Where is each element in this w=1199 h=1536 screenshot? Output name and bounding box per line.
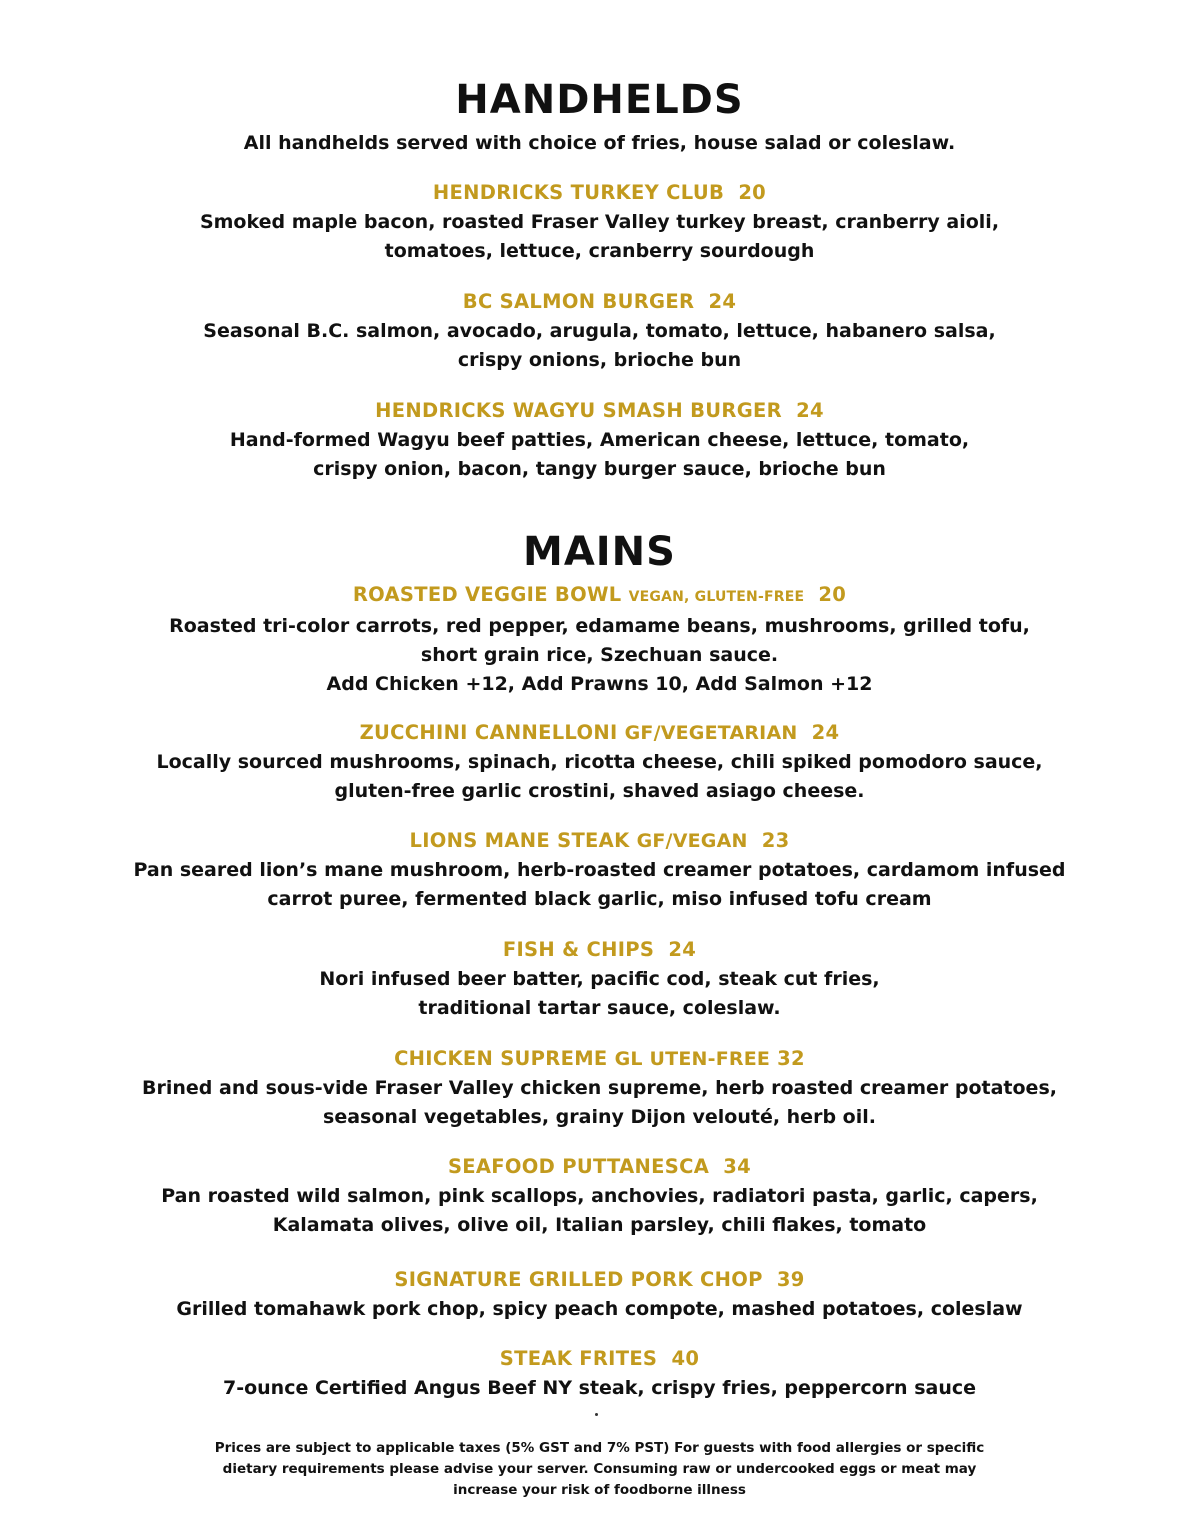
item-price: 40 [671,1347,700,1370]
item-desc-line: Grilled tomahawk pork chop, spicy peach compote, mashed potatoes, coleslaw [176,1298,1023,1320]
item-name-line [0,1265,1199,1295]
handhelds-title: HANDHELDS [455,77,744,123]
item-name-line [0,178,1199,208]
item-desc-line: Pan seared lion’s mane mushroom, herb-roasted creamer potatoes, cardamom infused [133,859,1066,881]
item-price: 20 [738,181,767,204]
decorative-dot [595,1413,598,1416]
item-name-line [0,1344,1199,1374]
item-name: LIONS MANE STEAK [409,829,630,852]
item-desc-line: Kalamata olives, olive oil, Italian parsley, chili flakes, tomato [272,1214,927,1236]
item-name: STEAK FRITES [499,1347,658,1370]
item-price: 39 [776,1268,805,1291]
menu-item-roasted-veggie-bowl [0,580,1199,699]
item-name-line [0,396,1199,426]
item-price: 23 [761,829,790,852]
item-description [0,965,1199,1023]
item-desc-line: traditional tartar sauce, coleslaw. [418,997,781,1019]
item-description [0,612,1199,699]
menu-item-hendricks-turkey-club [0,178,1199,266]
item-desc-line: Roasted tri-color carrots, red pepper, edamame beans, mushrooms, grilled tofu, [169,615,1030,637]
item-price: 34 [723,1155,752,1178]
item-desc-line: Pan roasted wild salmon, pink scallops, anchovies, radiatori pasta, garlic, capers, [161,1185,1038,1207]
footer-line: increase your risk of foodborne illness [453,1482,746,1498]
item-name: FISH & CHIPS [502,938,655,961]
item-price: 24 [708,290,737,313]
item-desc-line: crispy onion, bacon, tangy burger sauce, brioche bun [313,458,886,480]
item-description [0,1295,1199,1324]
item-name-line [0,1152,1199,1182]
footer-disclaimer [0,1438,1199,1501]
menu-item-steak-frites [0,1344,1199,1403]
menu-item-seafood-puttanesca [0,1152,1199,1240]
item-name: CHICKEN SUPREME [394,1047,608,1070]
item-desc-line: short grain rice, Szechuan sauce. [420,644,779,666]
menu-item-bc-salmon-burger [0,287,1199,375]
item-desc-line: Add Chicken +12, Add Prawns 10, Add Salmon +12 [326,673,873,695]
item-name: SIGNATURE GRILLED PORK CHOP [394,1268,763,1291]
item-description [0,748,1199,806]
item-name-line [0,580,1199,612]
item-price: 32 [777,1047,805,1070]
footer-line: dietary requirements please advise your server. Consuming raw or undercooked eggs or meat may [222,1461,977,1477]
handhelds-subtitle: All handhelds served with choice of fries, house salad or coleslaw. [243,132,956,154]
item-name: HENDRICKS WAGYU SMASH BURGER [375,399,782,422]
item-price: 20 [818,583,847,606]
item-price: 24 [668,938,697,961]
item-desc-line: seasonal vegetables, grainy Dijon velouté, herb oil. [323,1106,876,1128]
footer-line: Prices are subject to applicable taxes (5% GST and 7% PST) For guests with food allergies or specific [214,1440,985,1456]
menu-item-fish-and-chips [0,935,1199,1023]
item-dietary-tag: GL UTEN-FREE [614,1048,771,1070]
item-description [0,426,1199,484]
item-description [0,1182,1199,1240]
item-description [0,1374,1199,1403]
menu-item-signature-grilled-pork-chop [0,1265,1199,1324]
item-name-line [0,1044,1199,1074]
item-desc-line: 7-ounce Certified Angus Beef NY steak, crispy fries, peppercorn sauce [222,1377,977,1399]
menu-item-chicken-supreme [0,1044,1199,1132]
item-desc-line: gluten-free garlic crostini, shaved asiago cheese. [334,780,865,802]
item-desc-line: Smoked maple bacon, roasted Fraser Valley turkey breast, cranberry aioli, [199,211,1000,233]
menu-item-lions-mane-steak [0,826,1199,914]
item-description [0,317,1199,375]
item-description [0,1074,1199,1132]
item-name: SEAFOOD PUTTANESCA [447,1155,710,1178]
item-name-line [0,287,1199,317]
item-name: HENDRICKS TURKEY CLUB [432,181,725,204]
item-desc-line: crispy onions, brioche bun [457,349,742,371]
item-desc-line: tomatoes, lettuce, cranberry sourdough [384,240,815,262]
item-name-line [0,826,1199,856]
mains-title: MAINS [523,529,676,575]
item-desc-line: Locally sourced mushrooms, spinach, ricotta cheese, chili spiked pomodoro sauce, [156,751,1043,773]
item-desc-line: Seasonal B.C. salmon, avocado, arugula, tomato, lettuce, habanero salsa, [203,320,996,342]
item-price: 24 [796,399,824,422]
item-name-line [0,718,1199,748]
item-name-line [0,935,1199,965]
item-name: BC SALMON BURGER [462,290,695,313]
item-name: ZUCCHINI CANNELLONI [359,721,618,744]
menu-item-hendricks-wagyu-smash-burger [0,396,1199,484]
item-desc-line: Brined and sous-vide Fraser Valley chicken supreme, herb roasted creamer potatoes, [142,1077,1057,1099]
item-description [0,856,1199,914]
item-desc-line: Hand-formed Wagyu beef patties, American cheese, lettuce, tomato, [229,429,970,451]
item-dietary-tag: VEGAN, GLUTEN-FREE [628,589,805,605]
item-description [0,208,1199,266]
item-dietary-tag: GF/VEGETARIAN [624,722,798,744]
menu-item-zucchini-cannelloni [0,718,1199,806]
item-desc-line: Nori infused beer batter, pacific cod, steak cut fries, [319,968,880,990]
item-name: ROASTED VEGGIE BOWL [352,583,622,606]
item-price: 24 [811,721,840,744]
item-desc-line: carrot puree, fermented black garlic, miso infused tofu cream [267,888,932,910]
item-dietary-tag: GF/VEGAN [636,830,748,852]
